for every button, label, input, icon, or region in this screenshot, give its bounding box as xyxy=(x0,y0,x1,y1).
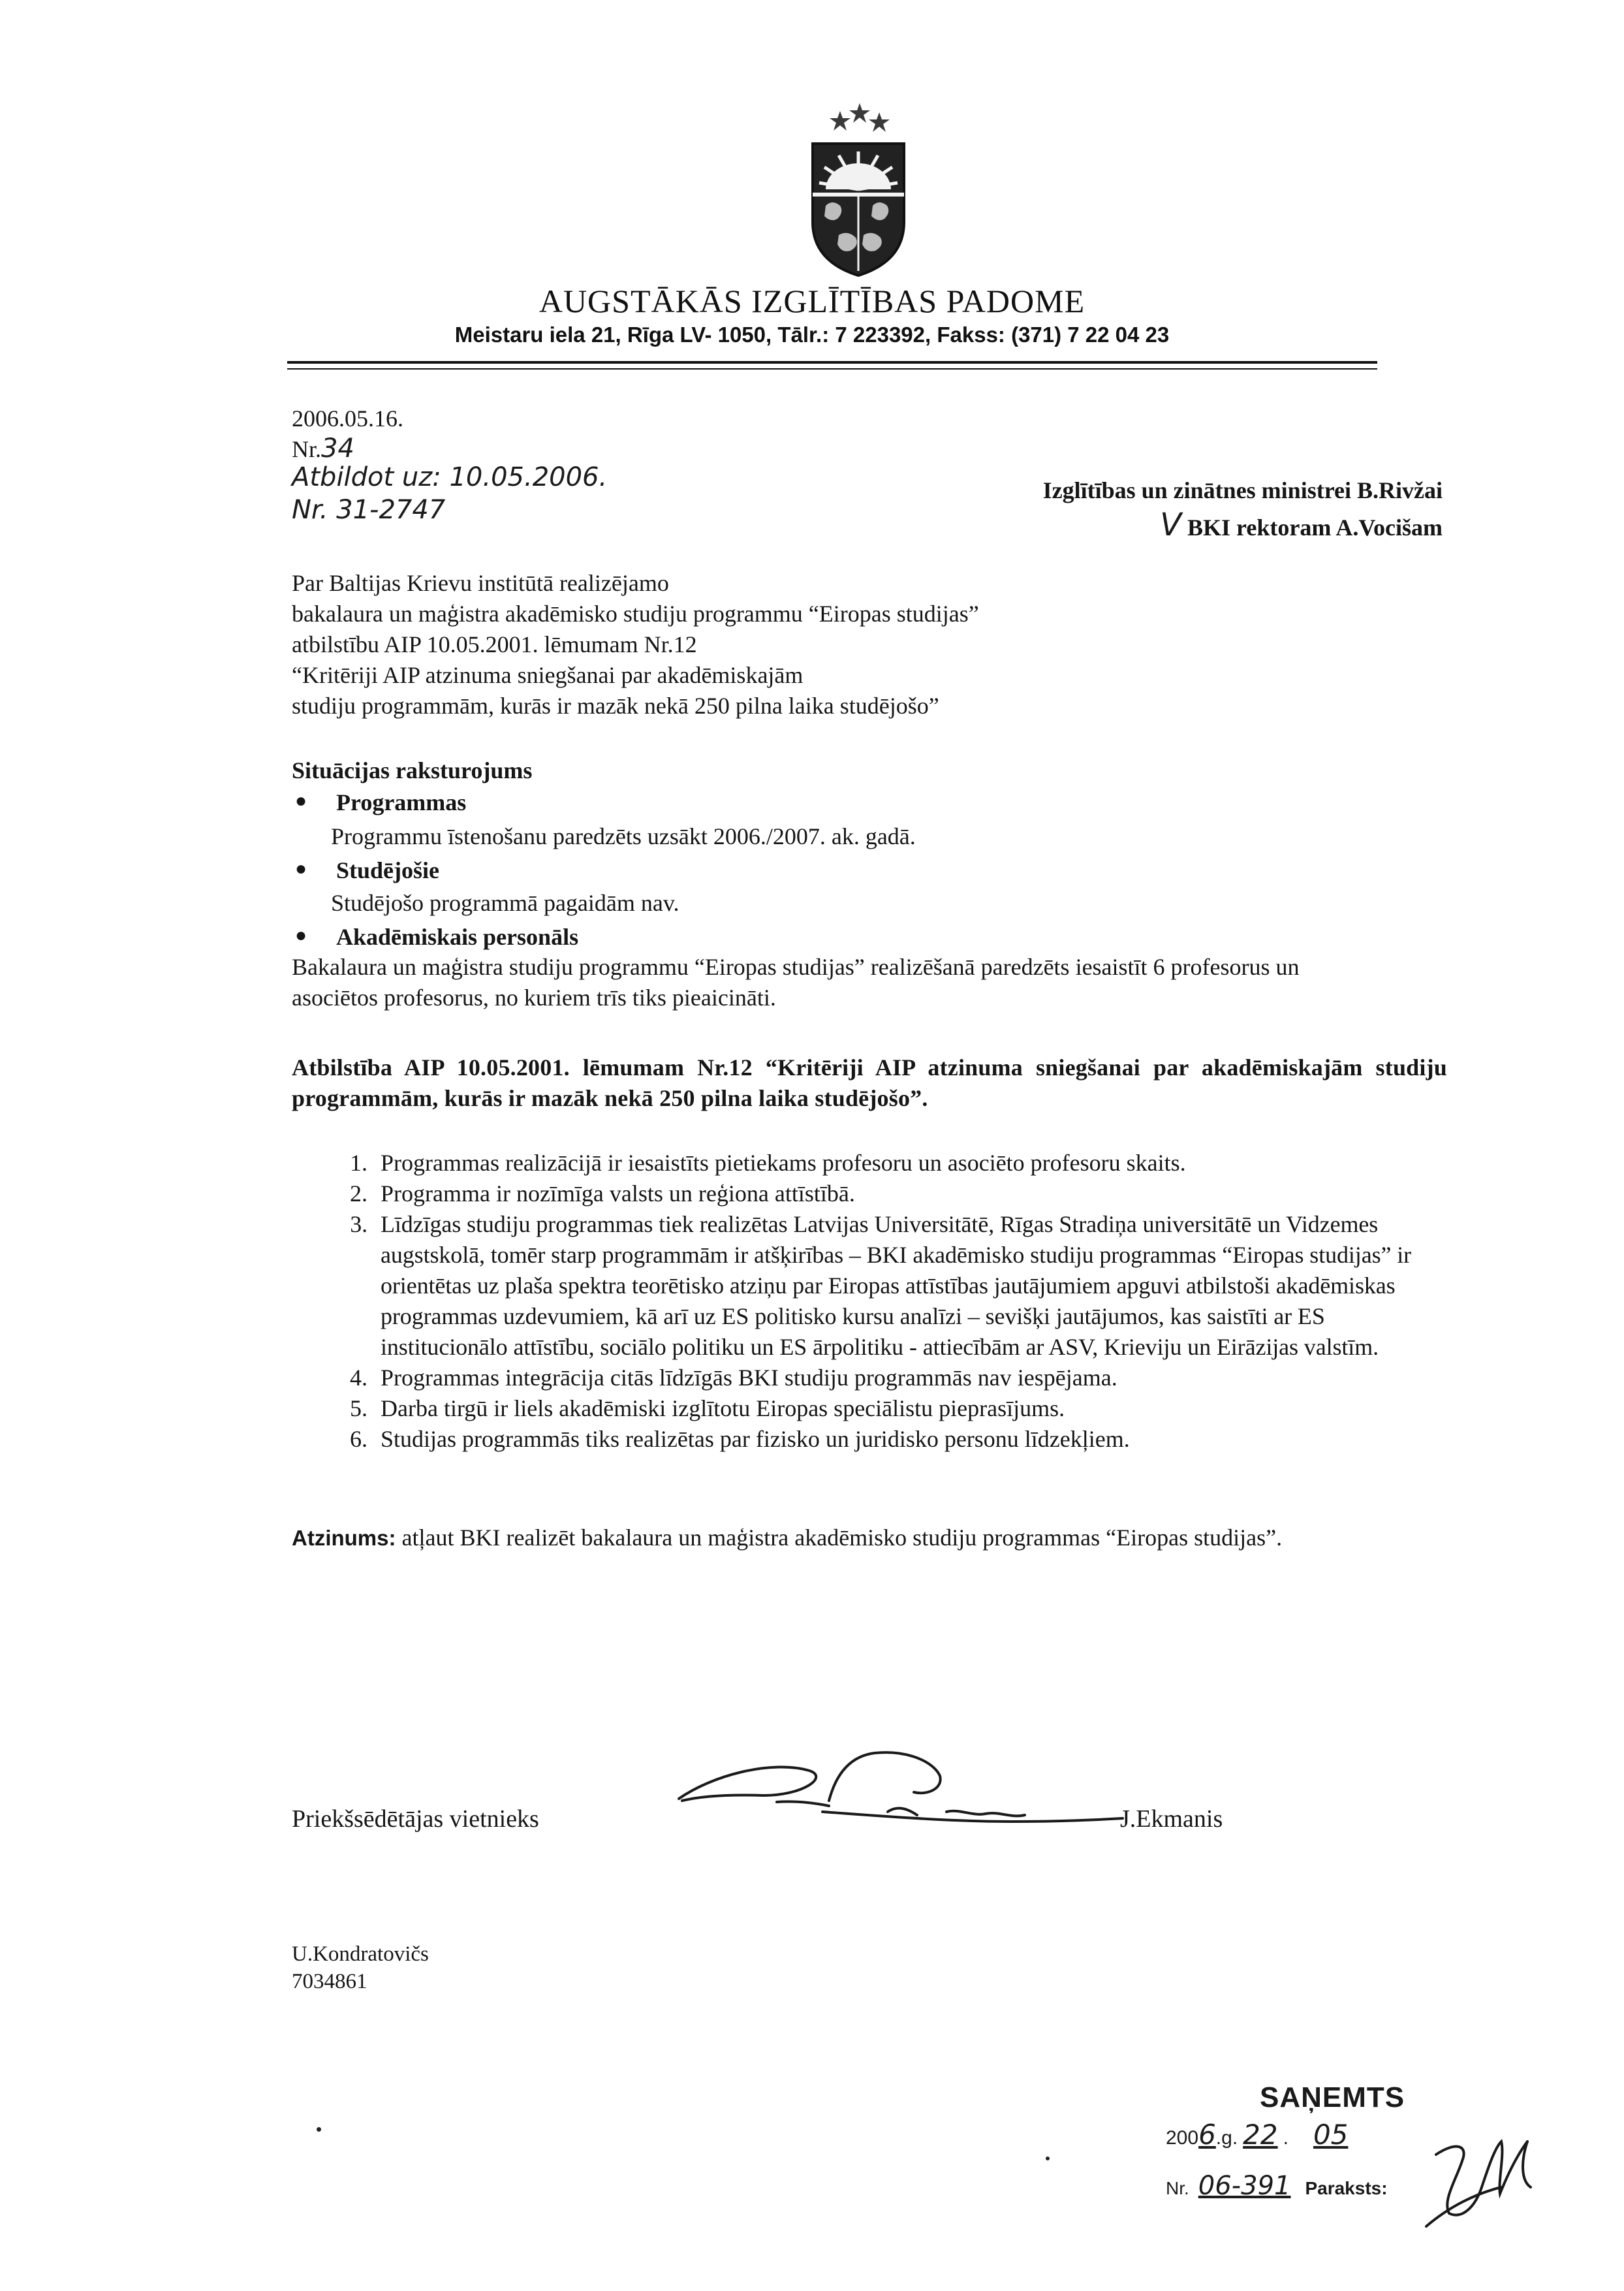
criteria-number: 3. xyxy=(350,1211,367,1237)
criteria-list xyxy=(350,1148,1441,1455)
stamp-handwritten-signature xyxy=(1423,2115,1540,2233)
compliance-heading: Atbilstība AIP 10.05.2001. lēmumam Nr.12 “Kritēriji AIP atzinuma sniegšanai par akadēmiskajām studiju programmām, kurās ir mazāk nekā 250 pilna laika studējošo”. xyxy=(292,1054,1447,1111)
criteria-item xyxy=(350,1424,1441,1455)
stamp-month-handwritten: 05 xyxy=(1313,2119,1349,2151)
contact-phone: 7034861 xyxy=(292,1970,367,1993)
situation-item-text: Studējošo programmā pagaidām nav. xyxy=(331,890,679,916)
conclusion xyxy=(292,1523,1414,1553)
handwritten-signature xyxy=(672,1724,1129,1841)
criteria-text: Studijas programmās tiks realizētas par fizisko un juridisko personu līdzekļiem. xyxy=(381,1426,1130,1452)
criteria-item xyxy=(350,1209,1441,1363)
received-stamp-title: SAŅEMTS xyxy=(1260,2081,1405,2113)
criteria-number: 6. xyxy=(350,1426,367,1452)
subject-line: “Kritēriji AIP atzinuma sniegšanai par akadēmiskajām xyxy=(292,662,804,688)
received-stamp-date: 2006.g. 22 . 05 xyxy=(1166,2119,1349,2151)
criteria-number: 2. xyxy=(350,1180,367,1207)
coat-of-arms-emblem xyxy=(800,98,917,284)
recipient-ministry: Izglītības un zinātnes ministrei B.Rivžai xyxy=(1042,477,1443,503)
criteria-text: Darba tirgū ir liels akadēmiski izglītotu Eiropas speciālistu pieprasījums. xyxy=(381,1395,1065,1421)
bullet-icon: ● xyxy=(295,790,307,812)
subject-line: bakalaura un maģistra akadēmisko studiju programmu “Eiropas studijas” xyxy=(292,601,979,627)
stamp-paraksts-label: Paraksts: xyxy=(1305,2178,1388,2198)
stamp-g-label: .g. xyxy=(1215,2127,1238,2149)
subject-line: Par Baltijas Krievu institūtā realizējamo xyxy=(292,570,669,596)
header-divider-thin xyxy=(287,368,1377,370)
stamp-nr-handwritten: 06-391 xyxy=(1198,2171,1291,2201)
signatory-position: Priekšsēdētājas vietnieks xyxy=(292,1805,539,1833)
criteria-number: 5. xyxy=(350,1395,367,1421)
stamp-day-handwritten: 22 xyxy=(1243,2119,1278,2151)
recipient-bki-line xyxy=(914,507,1443,543)
situation-heading: Situācijas raksturojums xyxy=(292,757,533,783)
criteria-text: Programmas realizācijā ir iesaistīts pietiekams profesoru un asociēto profesoru skaits. xyxy=(381,1150,1186,1176)
criteria-item xyxy=(350,1148,1441,1178)
conclusion-text: atļaut BKI realizēt bakalaura un maģistra akadēmisko studiju programmas “Eiropas studijas”. xyxy=(401,1525,1283,1551)
stamp-year-prefix: 200 xyxy=(1166,2127,1199,2149)
recipient-bki: BKI rektoram A.Vocišam xyxy=(1187,514,1443,541)
situation-item-text: Bakalaura un maģistra studiju programmu “Eiropas studijas” realizēšanā paredzēts iesaistīt 6 profesorus un asociētos profesorus, no kuriem trīs tiks pieaicināti. xyxy=(292,954,1300,1011)
situation-item-title: Programmas xyxy=(336,789,467,815)
stamp-year-handwritten: 6 xyxy=(1198,2119,1216,2151)
criteria-item xyxy=(350,1393,1441,1424)
situation-item-text: Programmu īstenošanu paredzēts uzsākt 2006./2007. ak. gadā. xyxy=(331,823,916,849)
document-number xyxy=(292,434,354,465)
organization-address: Meistaru iela 21, Rīga LV- 1050, Tālr.: 7 223392, Fakss: (371) 7 22 04 23 xyxy=(454,323,1170,347)
criteria-item xyxy=(350,1178,1441,1209)
scan-speck xyxy=(1046,2157,1050,2160)
document-date: 2006.05.16. xyxy=(292,405,403,432)
contact-name: U.Kondratovičs xyxy=(292,1942,429,1966)
subject-line: atbilstību AIP 10.05.2001. lēmumam Nr.12 xyxy=(292,631,697,657)
bullet-icon: ● xyxy=(295,858,307,879)
bullet-icon: ● xyxy=(295,924,307,946)
subject-block xyxy=(292,568,1271,721)
situation-item-title: Studējošie xyxy=(336,857,440,883)
conclusion-label: Atzinums: xyxy=(292,1526,396,1550)
scan-speck xyxy=(317,2127,321,2132)
criteria-item xyxy=(350,1363,1441,1393)
stamp-nr-label: Nr. xyxy=(1166,2178,1189,2198)
signatory-name: J.Ekmanis xyxy=(1120,1805,1223,1833)
check-mark-handwritten: V xyxy=(1160,507,1181,543)
received-stamp-number xyxy=(1166,2171,1388,2201)
criteria-text: Programma ir nozīmīga valsts un reģiona attīstībā. xyxy=(381,1180,855,1207)
criteria-number: 1. xyxy=(350,1150,367,1176)
criteria-number: 4. xyxy=(350,1365,367,1391)
criteria-text: Līdzīgas studiju programmas tiek realizētas Latvijas Universitātē, Rīgas Stradiņa universitātē un Vidzemes augstskolā, tomēr starp programmām ir atšķirības – BKI akadēmisko studiju programmas “Eiropas studijas” ir orientētas uz plaša spektra teorētisko atziņu par Eiropas attīstības jautājumiem apguvi atbilstoši akadēmiskas programmas uzdevumiem, kā arī uz ES politisko kursu analīzi – sevišķi jautājumos, kas saistīti ar ES institucionālo attīstību, sociālo politiku un ES ārpolitiku - attiecībām ar ASV, Krieviju un Eirāzijas valstīm. xyxy=(381,1211,1412,1360)
reply-reference-handwritten: Atbildot uz: 10.05.2006. xyxy=(292,462,608,492)
header-divider xyxy=(287,361,1377,364)
subject-line: studiju programmām, kurās ir mazāk nekā 250 pilna laika studējošo” xyxy=(292,693,939,719)
situation-item-title: Akadēmiskais personāls xyxy=(336,924,579,950)
organization-name: AUGSTĀKĀS IZGLĪTĪBAS PADOME xyxy=(539,283,1085,319)
document-number-handwritten: 34 xyxy=(321,434,354,464)
criteria-text: Programmas integrācija citās līdzīgās BKI studiju programmās nav iespējama. xyxy=(381,1365,1117,1391)
document-number-label: Nr. xyxy=(292,436,321,462)
reply-number-handwritten: Nr. 31-2747 xyxy=(292,495,446,525)
